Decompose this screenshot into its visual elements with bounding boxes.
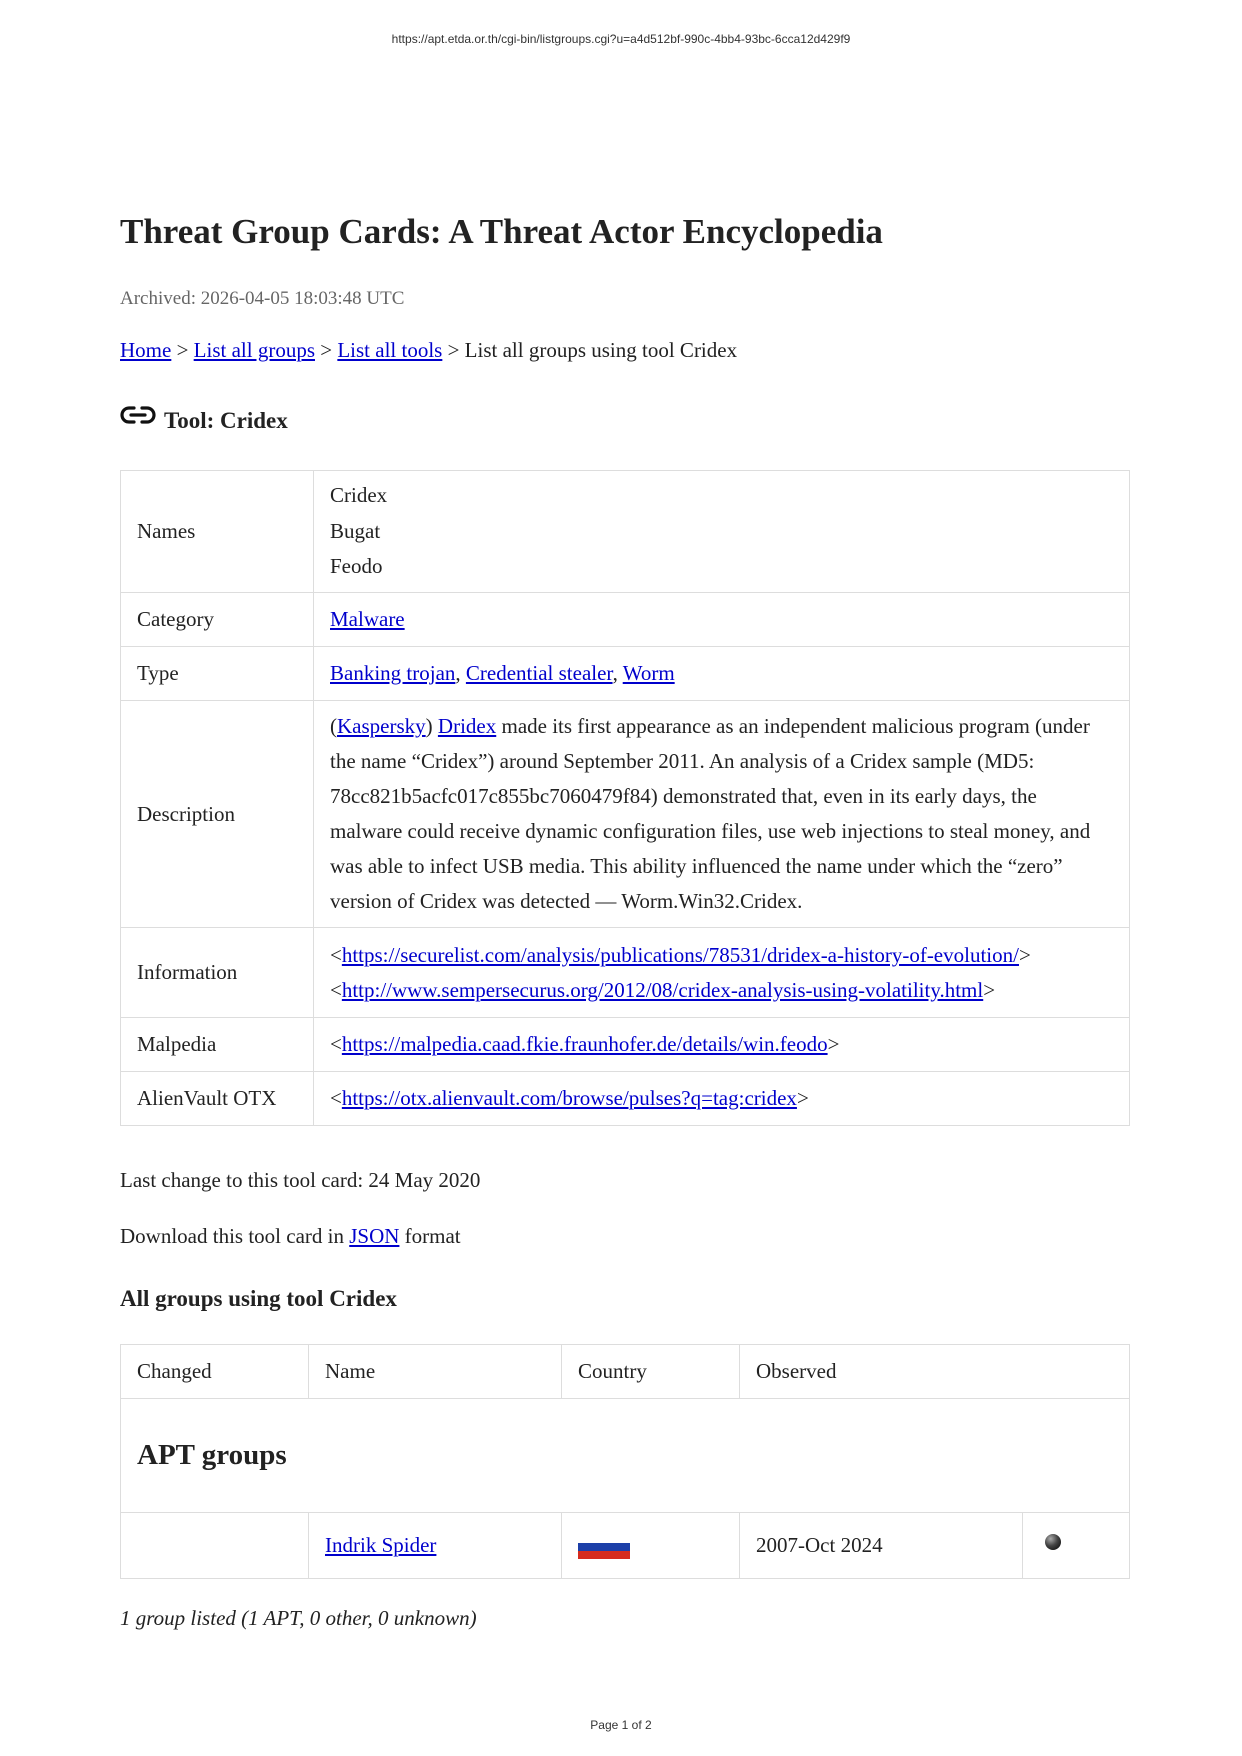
black-dot-icon [1045, 1534, 1061, 1550]
description-text: made its first appearance as an independent malicious program (under the name “Cridex”) around September 2011. An analysis of a Cridex sample (MD5: 78cc821b5acfc017c855bc7060479f84) demonstrated that, even in its early days, the malware could receive dynamic configuration files, use web injections to steal money, and was able to infect USB media. This ability influenced the name under which the “zero” version of Cridex was detected — Worm.Win32.Cridex. [330, 714, 1091, 913]
breadcrumb-all-groups-link[interactable]: List all groups [193, 338, 315, 362]
link-icon [120, 404, 156, 426]
indrik-spider-link[interactable]: Indrik Spider [325, 1533, 437, 1557]
page-title: Threat Group Cards: A Threat Actor Encyclopedia [120, 212, 883, 251]
russia-flag-icon [578, 1535, 630, 1559]
information-label: Information [121, 928, 314, 1018]
groups-summary: 1 group listed (1 APT, 0 other, 0 unknown) [120, 1606, 477, 1630]
json-download-link[interactable]: JSON [349, 1224, 400, 1248]
names-row [121, 471, 1130, 593]
tool-info-table [120, 470, 1130, 1126]
table-row [121, 1513, 1130, 1579]
bracket: > [983, 977, 996, 1002]
type-separator: , [455, 661, 466, 685]
tool-heading: Tool: Cridex [164, 408, 288, 433]
column-header-observed: Observed [740, 1345, 1130, 1399]
groups-table [120, 1344, 1130, 1579]
kaspersky-link[interactable]: Kaspersky [337, 714, 426, 738]
type-separator: , [612, 661, 623, 685]
securelist-link[interactable]: https://securelist.com/analysis/publications/78531/dridex-a-history-of-evolution/ [341, 942, 1019, 967]
apt-groups-section-title: APT groups [137, 1439, 287, 1471]
section-cell [121, 1399, 1130, 1513]
bracket: > [827, 1032, 840, 1056]
type-link-banking-trojan[interactable]: Banking trojan [330, 661, 456, 685]
description-label: Description [121, 701, 314, 928]
type-link-credential-stealer[interactable]: Credential stealer [465, 661, 613, 685]
bracket: > [796, 1086, 809, 1110]
type-value [314, 647, 1130, 701]
type-label: Type [121, 647, 314, 701]
category-label: Category [121, 593, 314, 647]
alienvault-link[interactable]: https://otx.alienvault.com/browse/pulses?q=tag:cridex [341, 1086, 797, 1110]
groups-heading: All groups using tool Cridex [120, 1286, 397, 1311]
breadcrumb-all-tools-link[interactable]: List all tools [337, 338, 443, 362]
description-row [121, 701, 1130, 928]
breadcrumb-separator: > [315, 338, 338, 362]
groups-header-row [121, 1345, 1130, 1399]
type-row [121, 647, 1130, 701]
column-header-name: Name [309, 1345, 562, 1399]
alienvault-row [121, 1072, 1130, 1126]
name-item: Bugat [330, 518, 381, 543]
observed-cell: 2007-Oct 2024 [740, 1513, 1023, 1579]
malpedia-row [121, 1018, 1130, 1072]
information-entry [330, 973, 1113, 1008]
category-link[interactable]: Malware [330, 607, 405, 631]
bracket: < [330, 1086, 342, 1110]
description-paren: ) [425, 714, 438, 738]
name-cell [309, 1513, 562, 1579]
tool-heading-row [120, 404, 288, 434]
column-header-country: Country [562, 1345, 740, 1399]
name-item: Cridex [330, 483, 388, 508]
bracket: < [330, 942, 342, 967]
column-header-changed: Changed [121, 1345, 309, 1399]
bracket: < [330, 977, 342, 1002]
breadcrumb-home-link[interactable]: Home [120, 338, 172, 362]
description-paren: ( [330, 714, 337, 738]
download-text: Download this tool card in [120, 1224, 350, 1248]
page-url: https://apt.etda.or.th/cgi-bin/listgroups.cgi?u=a4d512bf-990c-4bb4-93bc-6cca12d429f9 [391, 32, 851, 46]
sempersecurus-link[interactable]: http://www.sempersecurus.org/2012/08/cridex-analysis-using-volatility.html [341, 977, 984, 1002]
malpedia-link[interactable]: https://malpedia.caad.fkie.fraunhofer.de/details/win.feodo [341, 1032, 828, 1056]
alienvault-value [314, 1072, 1130, 1126]
page-number: Page 1 of 2 [590, 1718, 652, 1732]
dridex-link[interactable]: Dridex [437, 714, 497, 738]
malpedia-label: Malpedia [121, 1018, 314, 1072]
bracket: > [1018, 942, 1031, 967]
description-value [314, 701, 1130, 928]
name-item: Feodo [330, 554, 383, 579]
breadcrumb [120, 338, 737, 363]
breadcrumb-current: > List all groups using tool Cridex [442, 338, 738, 362]
status-cell [1023, 1513, 1130, 1579]
information-entry [330, 938, 1113, 973]
download-line [120, 1224, 461, 1249]
archived-timestamp: Archived: 2026-04-05 18:03:48 UTC [120, 288, 405, 309]
last-change-text: Last change to this tool card: 24 May 2020 [120, 1168, 481, 1192]
names-value [314, 471, 1130, 593]
category-value [314, 593, 1130, 647]
section-row [121, 1399, 1130, 1513]
alienvault-label: AlienVault OTX [121, 1072, 314, 1126]
changed-cell [121, 1513, 309, 1579]
breadcrumb-separator: > [171, 338, 194, 362]
information-value [314, 928, 1130, 1018]
names-label: Names [121, 471, 314, 593]
malpedia-value [314, 1018, 1130, 1072]
category-row [121, 593, 1130, 647]
type-link-worm[interactable]: Worm [622, 661, 675, 685]
information-row [121, 928, 1130, 1018]
download-text: format [399, 1224, 461, 1248]
bracket: < [330, 1032, 342, 1056]
country-cell [562, 1513, 740, 1579]
